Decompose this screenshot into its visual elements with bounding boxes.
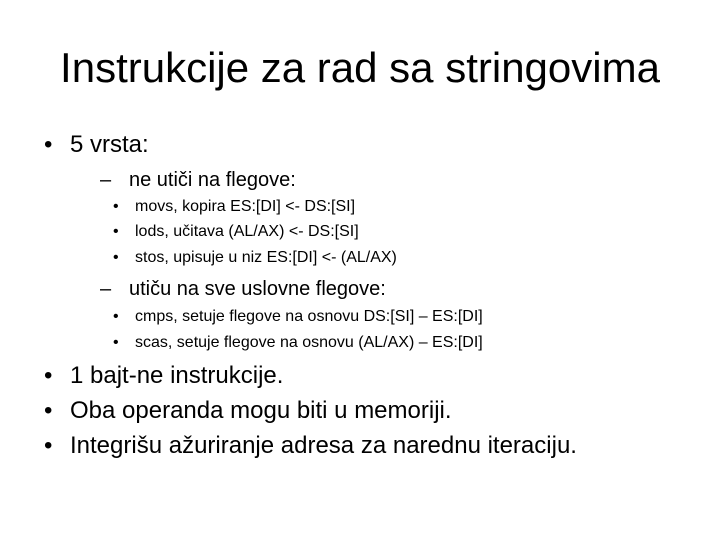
list-item-text: Oba operanda mogu biti u memoriji. bbox=[70, 397, 452, 424]
list-item-text: 5 vrsta: bbox=[70, 131, 149, 158]
slide-title: Instrukcije za rad sa stringovima bbox=[60, 44, 660, 91]
dash-marker: – bbox=[100, 278, 112, 300]
bullet-marker: • bbox=[113, 223, 119, 240]
bullet-marker: • bbox=[44, 362, 53, 389]
list-item-text: Integrišu ažuriranje adresa za narednu iteraciju. bbox=[70, 432, 577, 459]
list-item-text: utiču na sve uslovne flegove: bbox=[129, 278, 386, 300]
list-item-text: stos, upisuje u niz ES:[DI] <- (AL/AX) bbox=[135, 249, 397, 266]
list-item-text: ne utiči na flegove: bbox=[129, 169, 296, 191]
bullet-marker: • bbox=[113, 198, 119, 215]
list-item-text: scas, setuje flegove na osnovu (AL/AX) – ES:[DI] bbox=[135, 334, 483, 351]
bullet-marker: • bbox=[44, 432, 53, 459]
bullet-marker: • bbox=[44, 131, 53, 158]
list-item-text: lods, učitava (AL/AX) <- DS:[SI] bbox=[135, 223, 359, 240]
bullet-marker: • bbox=[113, 308, 119, 325]
dash-marker: – bbox=[100, 169, 112, 191]
list-item-text: 1 bajt-ne instrukcije. bbox=[70, 362, 284, 389]
list-item-text: cmps, setuje flegove na osnovu DS:[SI] – ES:[DI] bbox=[135, 308, 483, 325]
bullet-marker: • bbox=[44, 397, 53, 424]
bullet-marker: • bbox=[113, 249, 119, 266]
list-item-text: movs, kopira ES:[DI] <- DS:[SI] bbox=[135, 198, 356, 215]
bullet-marker: • bbox=[113, 334, 119, 351]
